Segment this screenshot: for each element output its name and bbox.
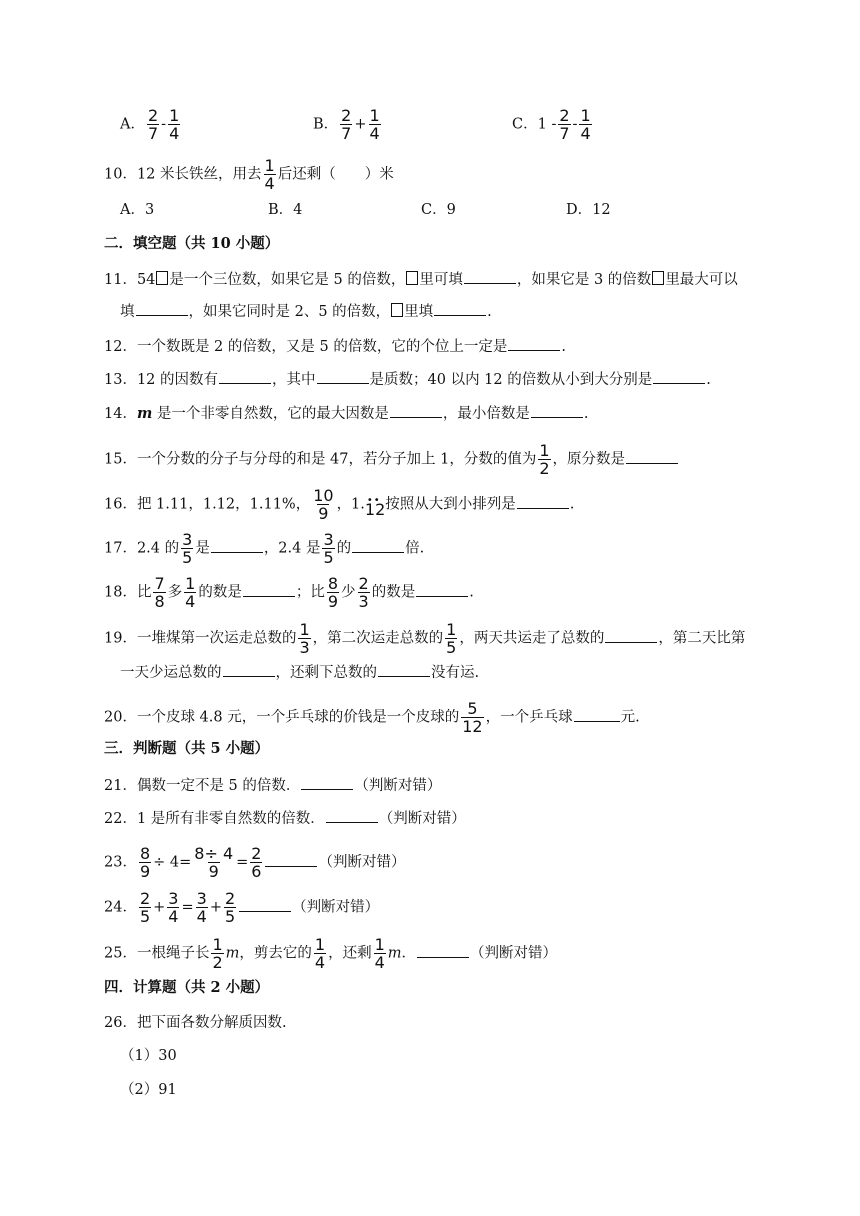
answer-blank [417, 943, 469, 958]
answer-blank [416, 582, 468, 597]
answer-blank [317, 369, 369, 384]
question-22: 22．1 是所有非零自然数的倍数． （判断对错） [104, 808, 466, 829]
question-21: 21．偶数一定不是 5 的倍数． （判断对错） [104, 775, 441, 796]
question-11-line2: 填 ，如果它同时是 2、5 的倍数， 里填 . [120, 301, 492, 322]
section-true-false: 三．判断题（共 5 小题） [104, 740, 270, 757]
answer-blank [390, 403, 442, 418]
answer-blank [326, 808, 378, 823]
answer-blank [378, 662, 430, 677]
q9-option-a: A． $\frac{2}{7}$ - $\frac{1}{4}$ [120, 106, 180, 143]
repeating-decimal: •• 12 [365, 500, 385, 520]
answer-blank [265, 852, 317, 867]
answer-blank [434, 301, 486, 316]
section-calculation: 四．计算题（共 2 小题） [104, 979, 270, 996]
answer-blank [239, 897, 291, 912]
q10-option-b: B．4 [268, 202, 303, 218]
answer-blank [223, 662, 275, 677]
blank-box-icon [156, 271, 168, 285]
question-12: 12．一个数既是 2 的倍数，又是 5 的倍数，它的个位上一定是 . [104, 336, 566, 357]
question-20: 20．一个皮球 4.8 元，一个乒乓球的价钱是一个皮球的 $\frac{5}{12}$ ，一个乒乓球 元. [104, 699, 640, 736]
q10-option-c: C．9 [421, 202, 456, 218]
answer-blank [626, 449, 678, 464]
answer-blank [464, 269, 516, 284]
question-15: 15．一个分数的分子与分母的和是 47，若分子加上 1，分数的值为 $\frac{1}{2}$ ，原分数是 [104, 443, 679, 476]
question-26: 26．把下面各数分解质因数. [104, 1015, 287, 1031]
q26-item-1: （1）30 [120, 1048, 177, 1064]
blank-box-icon [406, 271, 418, 285]
question-19: 19．一堆煤第一次运走总数的 $\frac{1}{3}$ ，第二次运走总数的 $\frac{1}{5}$ ，两天共运走了总数的 ，第二天比第 [104, 620, 746, 657]
answer-blank [136, 301, 188, 316]
question-24: 24． $\frac{2}{5}$ + $\frac{3}{4}$ = $\frac{3}{4}$ + $\frac{2}{5}$ （判断对错） [104, 889, 380, 926]
question-14: 14．m 是一个非零自然数，它的最大因数是 ，最小倍数是 . [104, 405, 589, 422]
question-25: 25．一根绳子长 $\frac{1}{2}$ m，剪去它的 $\frac{1}{4}$ ，还剩 $\frac{1}{4}$ m． （判断对错） [104, 935, 558, 972]
q26-item-2: （2）91 [120, 1082, 177, 1098]
answer-blank [653, 369, 705, 384]
question-23: 23． $\frac{8}{9}$ ÷ 4= $\frac{8\div 4}{9}$ = $\frac{2}{6}$ （判断对错） [104, 844, 406, 881]
q10-option-d: D．12 [566, 202, 611, 218]
blank-box-icon [652, 271, 664, 285]
question-13: 13．12 的因数有 ，其中 是质数；40 以内 12 的倍数从小到大分别是 . [104, 369, 711, 390]
answer-blank [219, 369, 271, 384]
answer-blank [352, 538, 404, 553]
answer-blank [243, 582, 295, 597]
question-11: 11．54 是一个三位数，如果它是 5 的倍数， 里可填 ，如果它是 3 的倍数 里最大可以 [104, 269, 738, 290]
q9-option-c: C．1 - $\frac{2}{7}$ - $\frac{1}{4}$ [512, 106, 591, 143]
answer-blank [508, 336, 560, 351]
question-19-line2: 一天少运总数的 ，还剩下总数的 没有运. [120, 662, 479, 683]
answer-blank [531, 403, 583, 418]
question-17: 17．2.4 的 $\frac{3}{5}$ 是 ，2.4 是 $\frac{3}{5}$ 的 倍. [104, 530, 425, 567]
q10-option-a: A．3 [120, 202, 155, 218]
answer-blank [301, 775, 353, 790]
answer-blank [517, 494, 569, 509]
question-18: 18．比 $\frac{7}{8}$ 多 $\frac{1}{4}$ 的数是 ；比 $\frac{8}{9}$ 少 $\frac{2}{3}$ 的数是 . [104, 574, 474, 611]
question-16: 16．把 1.11，1.12，1.11%， $\frac{10}{9}$ ，1.•• 12按照从大到小排列是 . [104, 488, 574, 521]
section-fill-in: 二．填空题（共 10 小题） [104, 235, 280, 252]
blank-box-icon [391, 303, 403, 317]
question-10: 10．12 米长铁丝，用去 $\frac{1}{4}$ 后还剩（ ）米 [104, 156, 394, 193]
answer-blank [574, 707, 620, 722]
q9-option-b: B． $\frac{2}{7}$ + $\frac{1}{4}$ [313, 106, 380, 143]
answer-blank [211, 538, 263, 553]
answer-blank [605, 628, 657, 643]
